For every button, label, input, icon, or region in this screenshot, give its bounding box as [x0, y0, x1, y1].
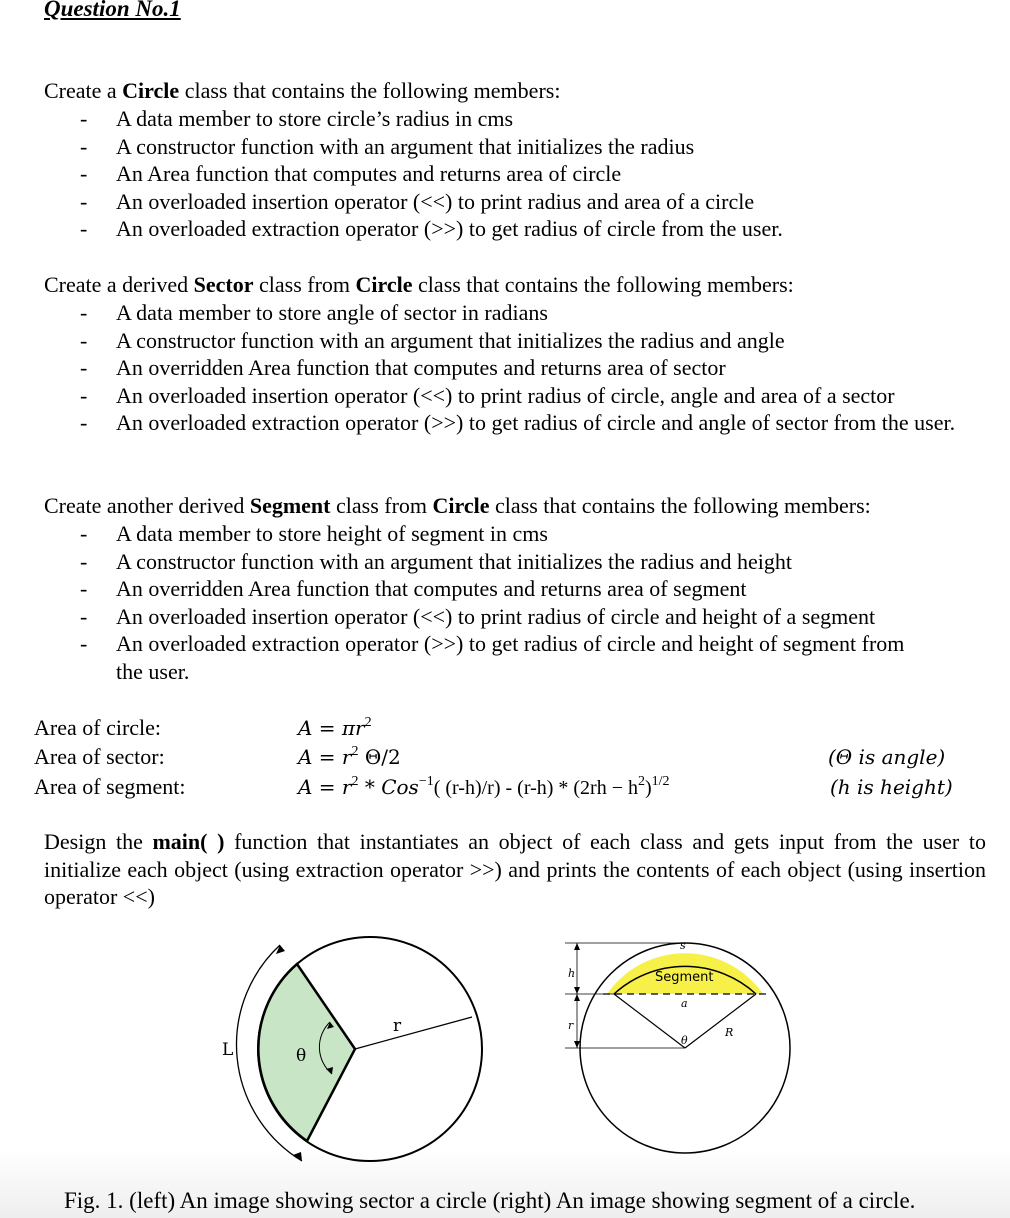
- main-function-name: main( ): [152, 829, 225, 854]
- instruction-text: function that instantiates an object of each class and gets input from the user to initialize each object (using extraction operator >>) and prints the contents of each object (using insertion operator <<): [44, 829, 987, 909]
- list-item: - An Area function that computes and returns area of circle: [44, 160, 974, 188]
- intro-text: Create a derived: [44, 272, 194, 297]
- arrowhead-icon: [276, 945, 285, 954]
- arc-length-s-label: s: [680, 939, 686, 952]
- formula-text: Θ/2: [358, 745, 401, 769]
- list-item: - An overridden Area function that computes and returns area of sector: [44, 354, 974, 382]
- intro-text: class from: [253, 272, 356, 297]
- intro-text: Create a: [44, 78, 123, 103]
- list-item: - An overloaded extraction operator (>>) to get radius of circle from the user.: [44, 215, 974, 243]
- formula-exponent: 2: [351, 744, 359, 759]
- sector-area-formula: [298, 742, 401, 776]
- list-item: - A data member to store height of segment in cms: [44, 520, 974, 548]
- arrowhead-icon: [574, 994, 580, 1001]
- height-h-label: h: [568, 967, 576, 980]
- formula-text: * Cos: [358, 775, 419, 799]
- arrowhead-icon: [574, 1041, 580, 1048]
- formula-exponent: 2: [364, 715, 372, 730]
- intro-text: Create another derived: [44, 493, 250, 518]
- chord-a-label: a: [681, 997, 688, 1010]
- formula-text: ): [645, 777, 652, 799]
- segment-area-label: Area of segment:: [34, 774, 186, 799]
- class-name-sector: Sector: [193, 272, 254, 297]
- formula-text: A = r: [298, 745, 352, 769]
- list-item: - A data member to store angle of sector in radians: [44, 299, 974, 327]
- arrowhead-icon: [574, 987, 580, 994]
- list-item: - A data member to store circle’s radius in cms: [44, 105, 974, 133]
- radius-label: r: [393, 1016, 402, 1036]
- segment-intro: [44, 492, 871, 520]
- circle-area-label: Area of circle:: [34, 715, 162, 740]
- segment-label: Segment: [655, 970, 714, 985]
- list-item: - A constructor function with an argument that initializes the radius and height: [44, 548, 974, 576]
- intro-text: class that contains the following members:: [489, 493, 871, 518]
- class-name-circle: Circle: [355, 272, 413, 297]
- sector-members-list: [44, 299, 974, 437]
- list-item: - A constructor function with an argument that initializes the radius and angle: [44, 327, 974, 355]
- sector-figure: [210, 935, 510, 1165]
- radius-R-label: R: [725, 1026, 734, 1039]
- segment-figure: [555, 935, 815, 1160]
- segment-area-formula: [298, 772, 670, 806]
- formula-text: A = πr: [298, 716, 365, 740]
- intro-text: class that contains the following members:: [179, 78, 561, 103]
- formula-exponent: −1: [418, 774, 434, 789]
- list-item: - An overloaded insertion operator (<<) to print radius of circle, angle and area of a sector: [44, 382, 974, 410]
- angle-note: (Θ is angle): [828, 745, 946, 769]
- class-name-circle: Circle: [122, 78, 180, 103]
- question-heading: Question No.1: [44, 0, 181, 21]
- main-function-instruction: [44, 828, 986, 911]
- sector-area-label: Area of sector:: [34, 744, 165, 769]
- list-item: - An overloaded extraction operator (>>) to get radius of circle and height of segment from the user.: [44, 630, 936, 685]
- circle-intro: [44, 77, 560, 105]
- list-item: - An overloaded insertion operator (<<) to print radius of circle and height of a segment: [44, 603, 974, 631]
- formula-exponent: 1/2: [651, 774, 670, 789]
- formula-exponent: 2: [351, 774, 359, 789]
- list-item: - An overridden Area function that computes and returns area of segment: [44, 575, 974, 603]
- formula-text: A = r: [298, 775, 352, 799]
- arc-length-label: L: [222, 1040, 234, 1060]
- figure-caption: Fig. 1. (left) An image showing sector a circle (right) An image showing segment of a circle.: [64, 1188, 916, 1213]
- list-item: - A constructor function with an argument that initializes the radius: [44, 133, 974, 161]
- intro-text: class that contains the following members:: [412, 272, 794, 297]
- arrowhead-icon: [574, 943, 580, 950]
- list-item: - An overloaded extraction operator (>>) to get radius of circle and angle of sector from the user.: [44, 409, 956, 437]
- class-name-circle: Circle: [432, 493, 490, 518]
- sector-intro: [44, 271, 794, 299]
- instruction-text: Design the: [44, 829, 153, 854]
- class-name-segment: Segment: [249, 493, 331, 518]
- central-angle-label: θ: [681, 1034, 688, 1047]
- angle-label: θ: [296, 1046, 307, 1066]
- list-item: - An overloaded insertion operator (<<) to print radius and area of a circle: [44, 188, 974, 216]
- circle-members-list: [44, 105, 974, 243]
- distance-r-label: r: [568, 1019, 574, 1032]
- intro-text: class from: [330, 493, 433, 518]
- formula-text: ( (r-h)/r) - (r-h) * (2rh − h: [433, 777, 638, 799]
- segment-members-list: [44, 520, 974, 686]
- height-note: (h is height): [830, 775, 953, 799]
- formula-exponent: 2: [638, 774, 645, 789]
